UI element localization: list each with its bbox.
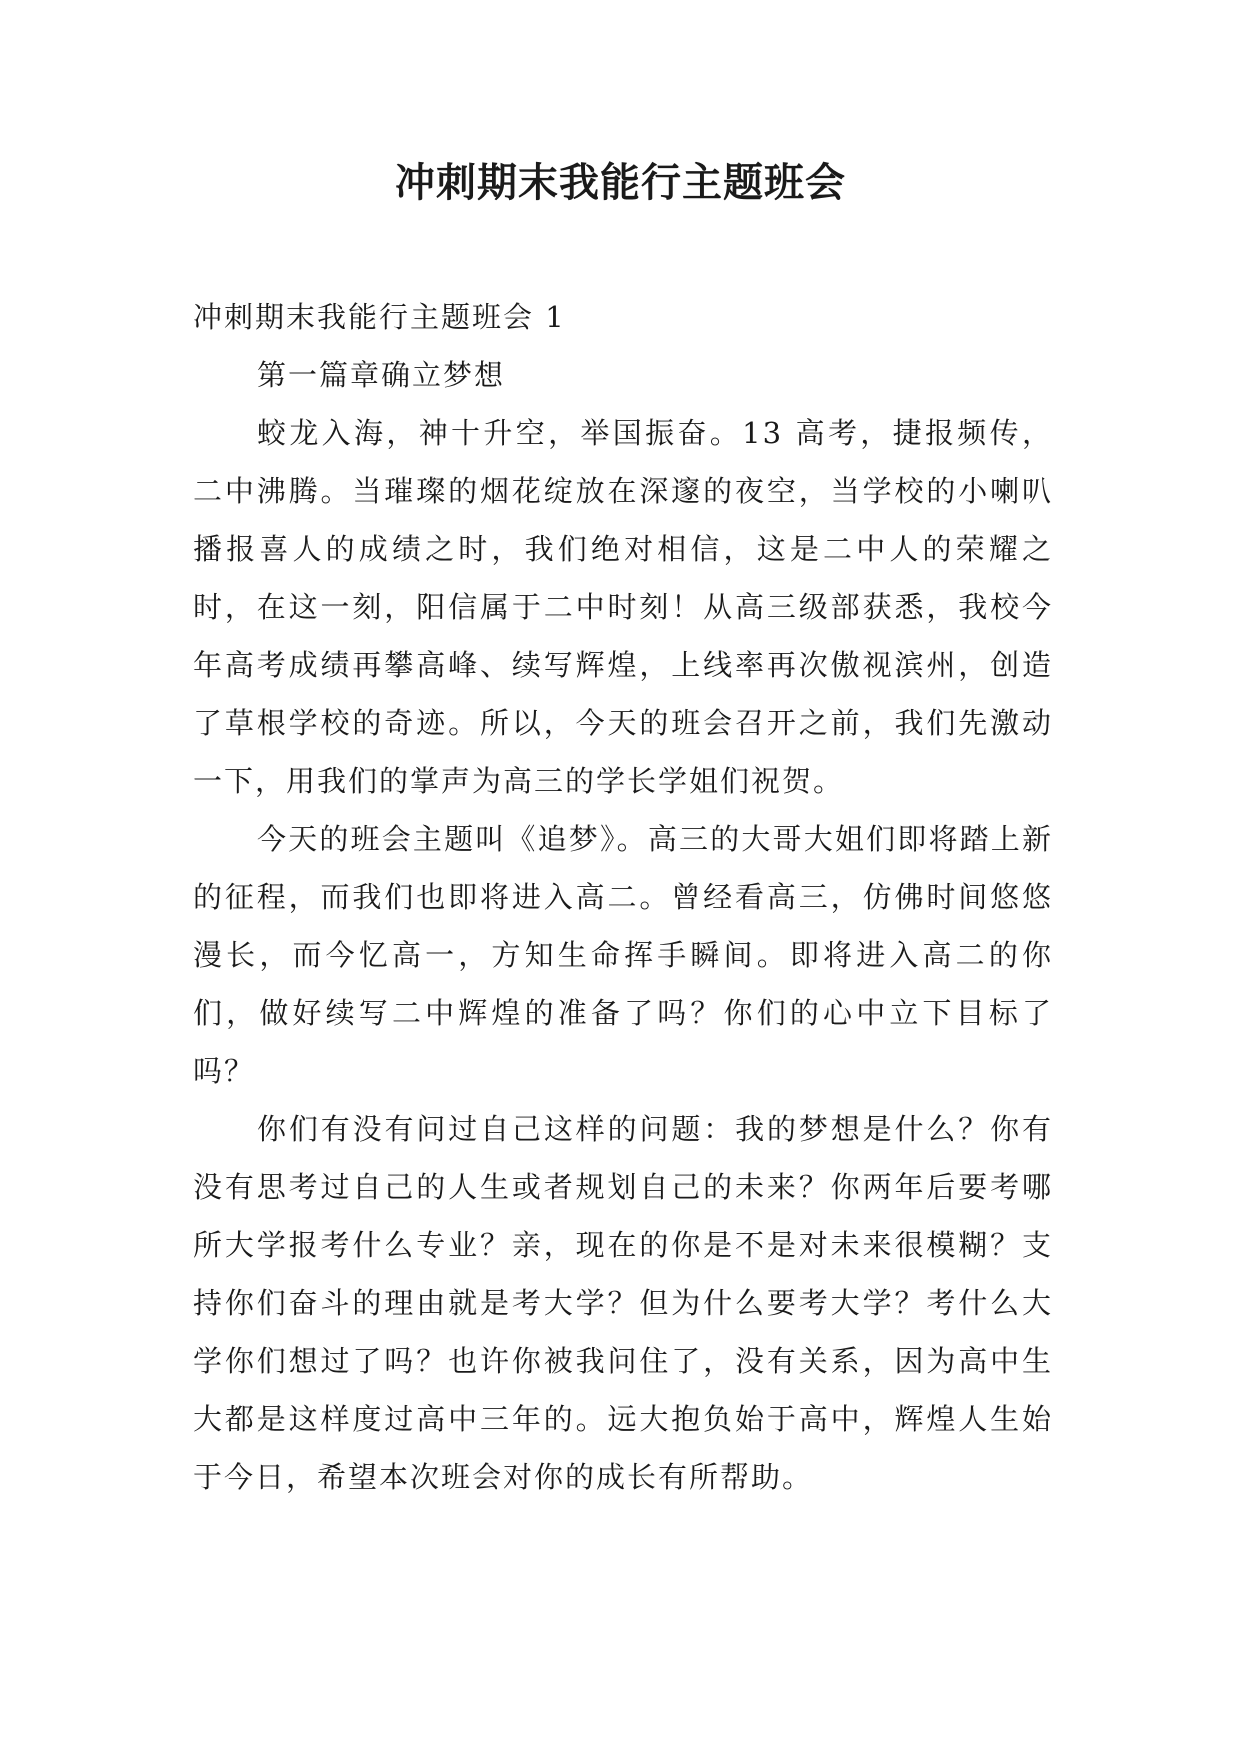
paragraph-3: 你们有没有问过自己这样的问题：我的梦想是什么？你有没有思考过自己的人生或者规划自己的未来？你两年后要考哪所大学报考什么专业？亲，现在的你是不是对未来很模糊？支持你们奋斗的理由就是考大学？但为什么要考大学？考什么大学你们想过了吗？也许你被我问住了，没有关系，因为高中生大都是这样度过高中三年的。远大抱负始于高中，辉煌人生始于今日，希望本次班会对你的成长有所帮助。	[193, 1112, 1053, 1494]
section-heading: 冲刺期末我能行主题班会 1	[193, 300, 566, 334]
document-body	[193, 288, 1053, 1506]
paragraph-1: 蛟龙入海，神十升空，举国振奋。13 高考，捷报频传，二中沸腾。当璀璨的烟花绽放在深邃的夜空，当学校的小喇叭播报喜人的成绩之时，我们绝对相信，这是二中人的荣耀之时，在这一刻，阳信属于二中时刻！从高三级部获悉，我校今年高考成绩再攀高峰、续写辉煌，上线率再次傲视滨州，创造了草根学校的奇迹。所以，今天的班会召开之前，我们先激动一下，用我们的掌声为高三的学长学姐们祝贺。	[193, 416, 1053, 798]
document-title: 冲刺期末我能行主题班会	[395, 159, 846, 206]
paragraph-2: 今天的班会主题叫《追梦》。高三的大哥大姐们即将踏上新的征程，而我们也即将进入高二。曾经看高三，仿佛时间悠悠漫长，而今忆高一，方知生命挥手瞬间。即将进入高二的你们，做好续写二中辉煌的准备了吗？你们的心中立下目标了吗？	[193, 822, 1053, 1088]
chapter-heading: 第一篇章确立梦想	[257, 358, 506, 392]
